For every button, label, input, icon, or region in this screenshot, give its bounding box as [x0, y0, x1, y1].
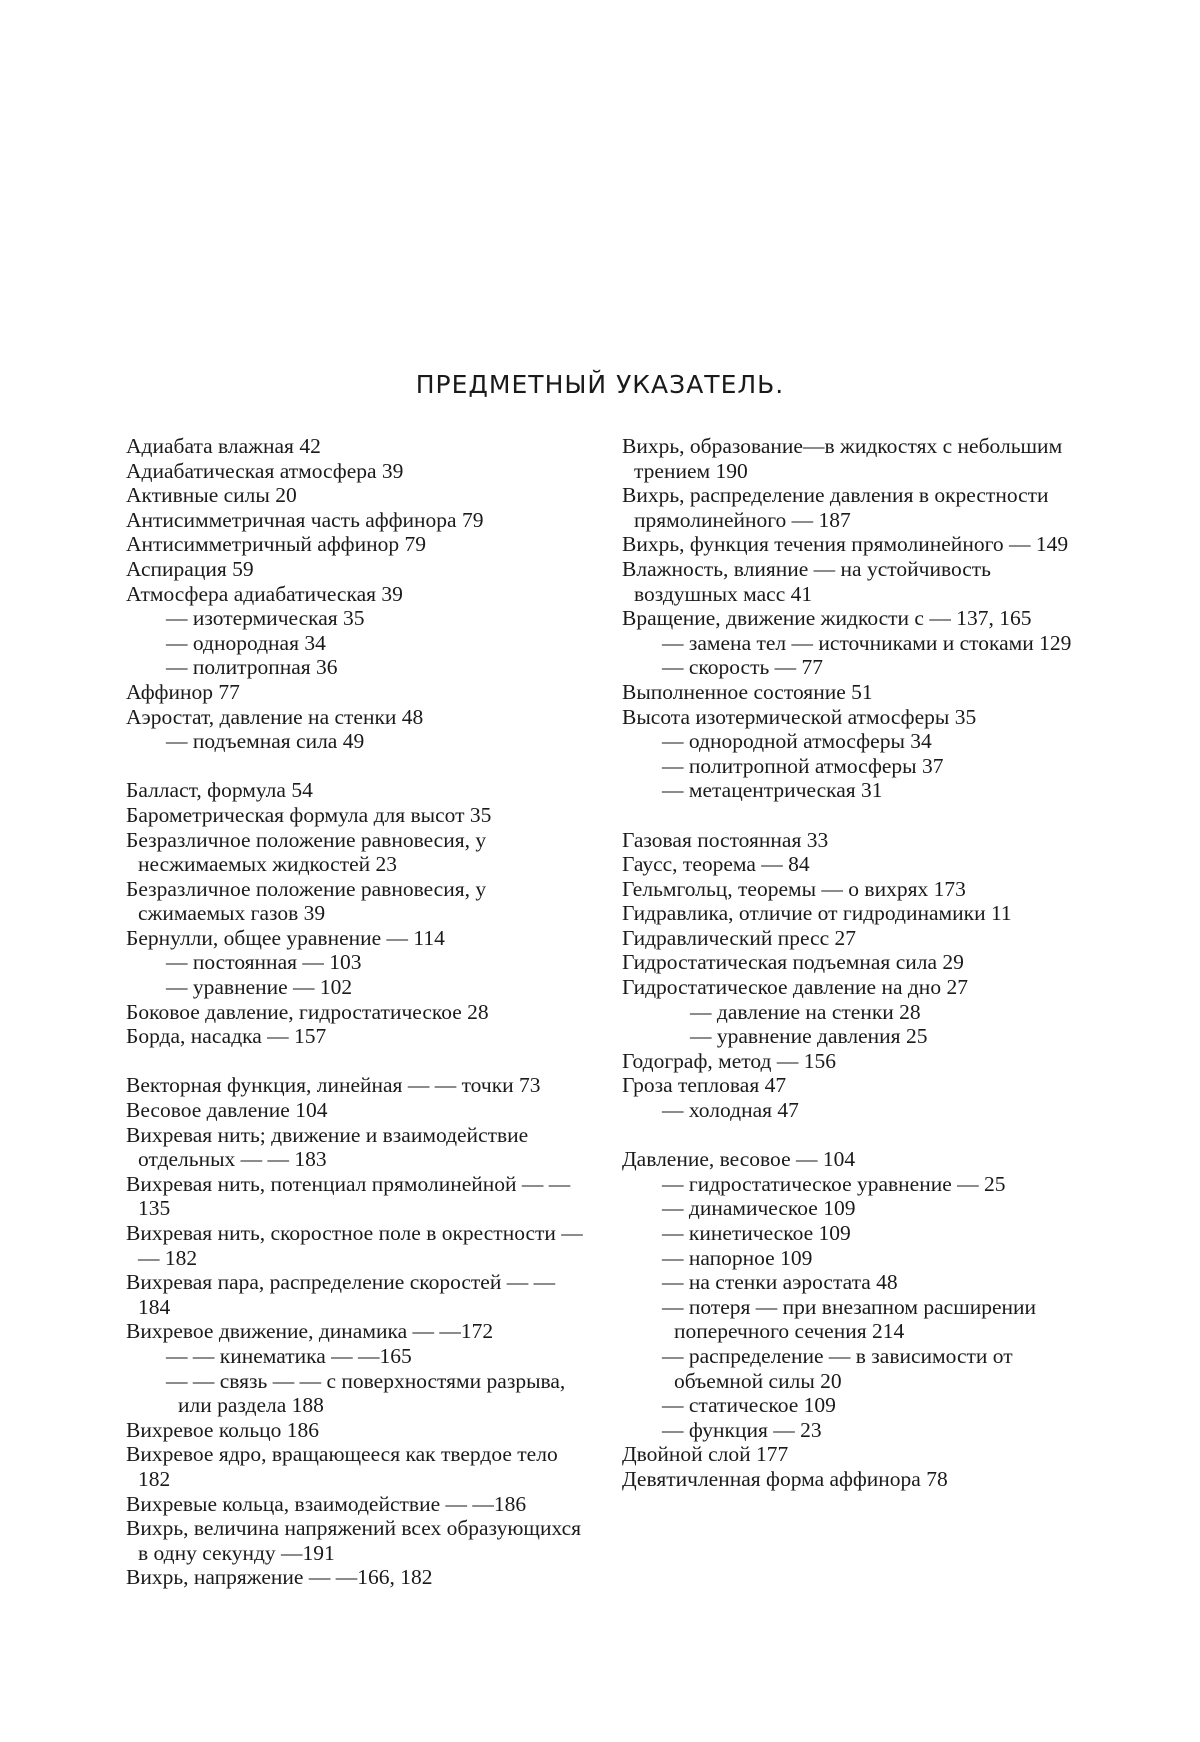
index-column-right	[622, 434, 1086, 1492]
index-entry: Газовая постоянная 33	[622, 827, 829, 852]
index-entry: Адиабата влажная 42	[126, 434, 321, 458]
section-gap	[622, 1123, 1086, 1148]
page-title: ПРЕДМЕТНЫЙ УКАЗАТЕЛЬ.	[415, 370, 785, 399]
index-entry: Антисимметричный аффинор 79	[126, 532, 426, 557]
index-subentry: — статическое 109	[662, 1393, 836, 1418]
index-entry: Аэростат, давление на стенки 48	[126, 704, 424, 729]
index-entry: Гаусс, теорема — 84	[622, 852, 810, 877]
index-subentry: — гидростатическое уравнение — 25	[662, 1171, 1006, 1196]
index-entry: Гидравлика, отличие от гидродинамики 11	[622, 901, 1012, 926]
index-subentry: — давление на стенки 28	[690, 999, 921, 1024]
index-entry: Вихревое движение, динамика — —172	[126, 1319, 494, 1344]
index-entry: Вихрь, функция течения прямолинейного — 149	[622, 532, 1069, 557]
index-entry: Гидравлический пресс 27	[622, 925, 857, 950]
index-entry: Антисимметричная часть аффинора 79	[126, 507, 484, 532]
index-entry: Барометрическая формула для высот 35	[126, 802, 492, 827]
index-subentry: — подъемная сила 49	[166, 729, 365, 754]
index-entry: Девятичленная форма аффинора 78	[622, 1466, 948, 1491]
index-subentry: — политропная 36	[166, 655, 338, 680]
index-entry: Вихрь, распределение давления в окрестности прямолинейного — 187	[622, 483, 1049, 532]
index-entry: Гроза тепловая 47	[622, 1073, 787, 1098]
index-subentry: — потеря — при внезапном расширении поперечного сечения 214	[662, 1294, 1037, 1344]
index-entry: Вихревое кольцо 186	[126, 1417, 320, 1442]
index-entry: Адиабатическая атмосфера 39	[126, 458, 404, 483]
index-entry: Гидростатическая подъемная сила 29	[622, 950, 964, 975]
index-entry: Вихревая нить, скоростное поле в окрестности — — 182	[126, 1221, 583, 1270]
index-entry: Вихрь, напряжение — —166, 182	[126, 1565, 433, 1590]
index-entry: Вихревые кольца, взаимодействие — —186	[126, 1491, 527, 1516]
index-entry: Гельмгольц, теоремы — о вихрях 173	[622, 876, 966, 901]
index-entry: Бернулли, общее уравнение — 114	[126, 925, 445, 950]
index-subentry: — — кинематика — —165	[166, 1343, 412, 1368]
section-gap	[622, 803, 1086, 828]
index-entry: Выполненное состояние 51	[622, 679, 873, 704]
index-subentry: — уравнение давления 25	[690, 1024, 928, 1049]
index-entry: Годограф, метод — 156	[622, 1048, 836, 1073]
index-subentry: — напорное 109	[662, 1245, 813, 1270]
index-entry: Безразличное положение равновесия, у несжимаемых жидкостей 23	[126, 827, 487, 877]
index-subentry: — уравнение — 102	[166, 975, 353, 1000]
section-gap	[126, 754, 588, 779]
index-entry: Вихревая нить; движение и взаимодействие отдельных — — 183	[126, 1122, 529, 1172]
section-gap	[126, 1049, 588, 1074]
index-entry: Весовое давление 104	[126, 1098, 328, 1123]
index-subentry: — изотермическая 35	[166, 606, 365, 631]
index-entry: Аффинор 77	[126, 679, 240, 704]
index-entry: Гидростатическое давление на дно 27	[622, 975, 968, 1000]
index-entry: Вихрь, образование—в жидкостях с небольшим трением 190	[622, 434, 1063, 483]
index-subentry: — функция — 23	[662, 1417, 822, 1442]
index-entry: Вихревая пара, распределение скоростей — — 184	[126, 1270, 556, 1319]
index-entry: Вихрь, величина напряжений всех образующихся в одну секунду —191	[126, 1516, 582, 1565]
index-entry: Безразличное положение равновесия, у сжимаемых газов 39	[126, 876, 487, 926]
index-subentry: — политропной атмосферы 37	[662, 753, 944, 778]
index-entry: Высота изотермической атмосферы 35	[622, 704, 977, 729]
index-subentry: — однородной атмосферы 34	[662, 729, 932, 754]
index-subentry: — однородная 34	[166, 630, 326, 655]
index-entry: Балласт, формула 54	[126, 778, 313, 803]
index-subentry: — скорость — 77	[662, 655, 824, 680]
index-entry: Активные силы 20	[126, 483, 297, 508]
index-subentry: — на стенки аэростата 48	[662, 1270, 898, 1295]
index-subentry: — замена тел — источниками и стоками 129	[662, 630, 1072, 655]
index-entry: Влажность, влияние — на устойчивость воздушных масс 41	[622, 556, 991, 606]
index-entry: Давление, весовое — 104	[622, 1147, 856, 1172]
index-entry: Боковое давление, гидростатическое 28	[126, 999, 489, 1024]
index-entry: Двойной слой 177	[622, 1442, 789, 1467]
index-entry: Вихревое ядро, вращающееся как твердое тело 182	[126, 1442, 558, 1491]
index-entry: Вихревая нить, потенциал прямолинейной — — 135	[126, 1171, 571, 1221]
index-subentry: — динамическое 109	[662, 1196, 856, 1221]
index-subentry: — постоянная — 103	[166, 950, 362, 975]
index-subentry: — холодная 47	[662, 1098, 799, 1123]
index-subentry: — кинетическое 109	[662, 1221, 851, 1245]
index-entry: Борда, насадка — 157	[126, 1024, 327, 1049]
index-entry: Аспирация 59	[126, 556, 254, 581]
index-subentry: — распределение — в зависимости от объемной силы 20	[662, 1343, 1013, 1393]
index-column-left	[126, 434, 588, 1590]
index-entry: Векторная функция, линейная — — точки 73	[126, 1073, 541, 1098]
index-entry: Вращение, движение жидкости с — 137, 165	[622, 606, 1032, 631]
index-entry: Атмосфера адиабатическая 39	[126, 581, 403, 606]
index-subentry: — метацентрическая 31	[662, 778, 883, 803]
index-subentry: — — связь — — с поверхностями разрыва, или раздела 188	[166, 1368, 566, 1418]
